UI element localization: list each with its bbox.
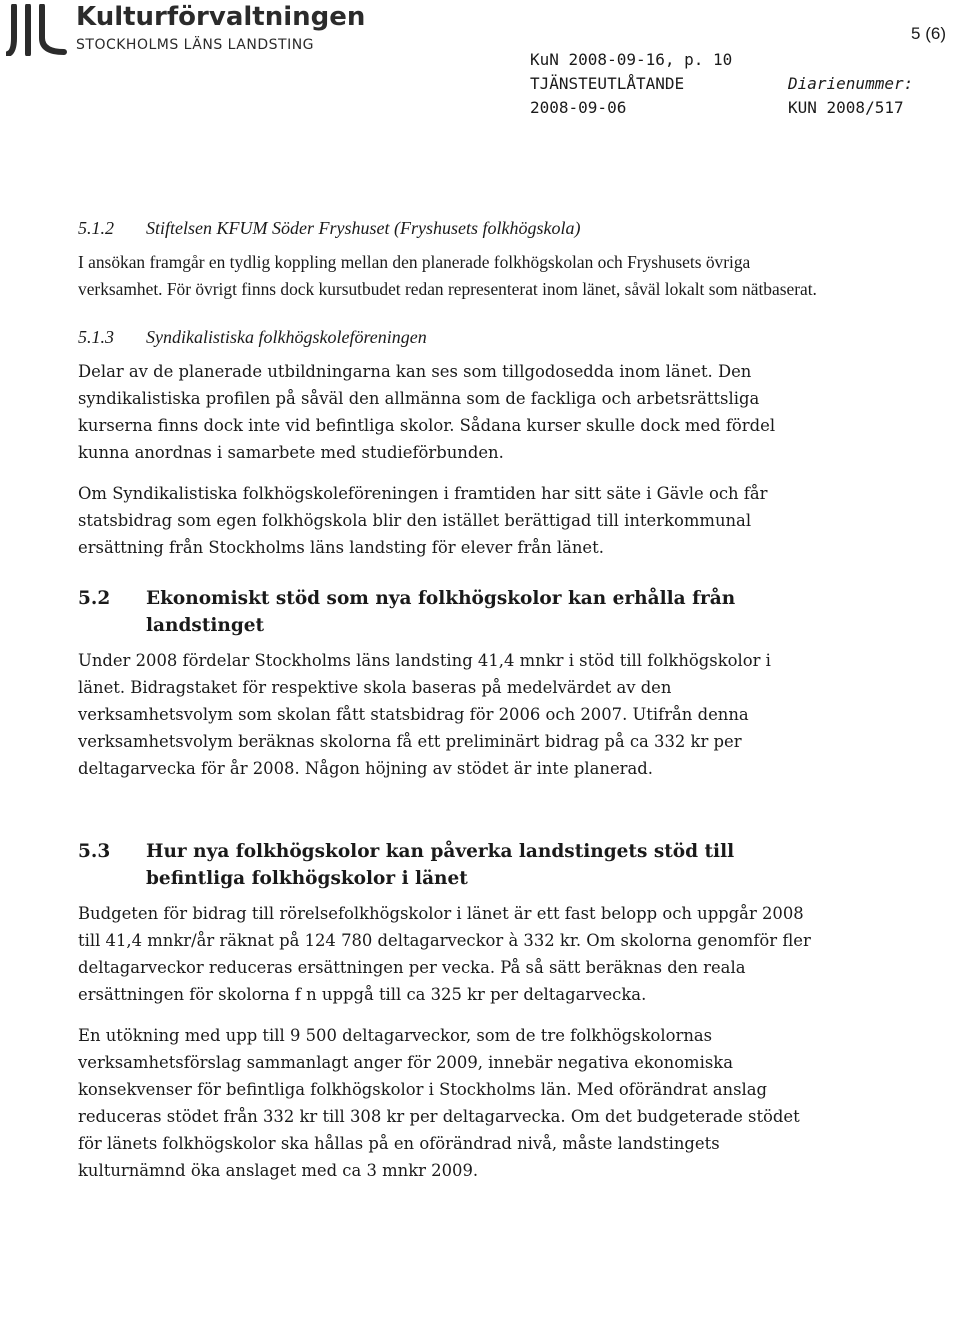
heading-title: Hur nya folkhögskolor kan påverka landstingets stöd till befintliga folkhögskolor i länet bbox=[146, 841, 735, 889]
paragraph: En utökning med upp till 9 500 deltagarveckor, som de tre folkhögskolornas verksamhetsförslag sammanlagt anger för 2009, innebär negativa ekonomiska konsekvenser för befintliga folkhögskolor i Stockholms län. Med oförändrat anslag reduceras stödet från 332 kr till 308 kr per deltagarvecka. Om det budgeterade stödet för länets folkhögskolor ska hållas på en oförändrad nivå, måste landstingets kulturnämnd öka anslaget med ca 3 mnkr 2009. bbox=[78, 1026, 800, 1180]
date: 2008-09-06 bbox=[530, 98, 627, 117]
document-body bbox=[78, 218, 818, 1198]
org-subtitle: STOCKHOLMS LÄNS LANDSTING bbox=[76, 37, 315, 53]
meta-left bbox=[530, 48, 732, 120]
landsting-logo-icon bbox=[6, 4, 68, 56]
spacer bbox=[78, 796, 818, 814]
diary-label: Diarienummer: bbox=[788, 74, 914, 93]
diary-number: KUN 2008/517 bbox=[788, 98, 904, 117]
page-number: 5 (6) bbox=[911, 24, 946, 43]
org-name: Kulturförvaltningen bbox=[76, 2, 366, 32]
paragraph: Om Syndikalistiska folkhögskoleföreningen i framtiden har sitt säte i Gävle och får statsbidrag som egen folkhögskola blir den istället berättigad till interkommunal ersättning från Stockholms läns landsting för elever från länet. bbox=[78, 484, 768, 557]
heading-number: 5.1.2 bbox=[78, 218, 114, 238]
heading-title: Ekonomiskt stöd som nya folkhögskolor kan erhålla från landstinget bbox=[146, 588, 736, 636]
heading-5-2 bbox=[78, 585, 818, 639]
document-header bbox=[0, 0, 960, 130]
heading-5-1-3 bbox=[78, 327, 818, 348]
doc-type: TJÄNSTEUTLÅTANDE bbox=[530, 74, 685, 93]
paragraph: I ansökan framgår en tydlig koppling mellan den planerade folkhögskolan och Fryshusets övriga verksamhet. För övrigt finns dock kursutbudet redan representerat inom länet, såväl lokalt som nätbaserat. bbox=[78, 252, 817, 299]
heading-5-1-2 bbox=[78, 218, 818, 239]
paragraph: Budgeten för bidrag till rörelsefolkhögskolor i länet är ett fast belopp och uppgår 2008 till 41,4 mnkr/år räknat på 124 780 deltagarveckor à 332 kr. Om skolorna genomför fler deltagarveckor reduceras ersättningen per vecka. På så sätt beräknas den reala ersättningen för skolorna f n uppgå till ca 325 kr per deltagarvecka. bbox=[78, 904, 811, 1004]
heading-5-3 bbox=[78, 838, 818, 892]
heading-number: 5.2 bbox=[78, 588, 111, 609]
heading-number: 5.1.3 bbox=[78, 327, 114, 347]
logo bbox=[6, 4, 376, 56]
heading-title: Syndikalistiska folkhögskoleföreningen bbox=[146, 327, 427, 347]
heading-title: Stiftelsen KFUM Söder Fryshuset (Fryshusets folkhögskola) bbox=[146, 218, 581, 238]
paragraph: Under 2008 fördelar Stockholms läns landsting 41,4 mnkr i stöd till folkhögskolor i länet. Bidragstaket för respektive skola baseras på medelvärdet av den verksamhetsvolym som skolan fått statsbidrag för 2006 och 2007. Utifrån denna verksamhetsvolym beräknas skolorna få ett preliminärt bidrag på ca 332 kr per deltagarvecka för år 2008. Någon höjning av stödet är inte planerad. bbox=[78, 651, 771, 778]
spacer bbox=[78, 317, 818, 327]
reference: KuN 2008-09-16, p. 10 bbox=[530, 50, 733, 69]
heading-number: 5.3 bbox=[78, 841, 111, 862]
meta-right bbox=[788, 48, 913, 120]
paragraph: Delar av de planerade utbildningarna kan ses som tillgodosedda inom länet. Den syndikalistiska profilen på såväl den allmänna som de fackliga och arbetsrättsliga kurserna finns dock inte vid befintliga skolor. Sådana kurser skulle dock med fördel kunna anordnas i samarbete med studieförbunden. bbox=[78, 362, 776, 462]
meta-spacer bbox=[788, 48, 913, 72]
